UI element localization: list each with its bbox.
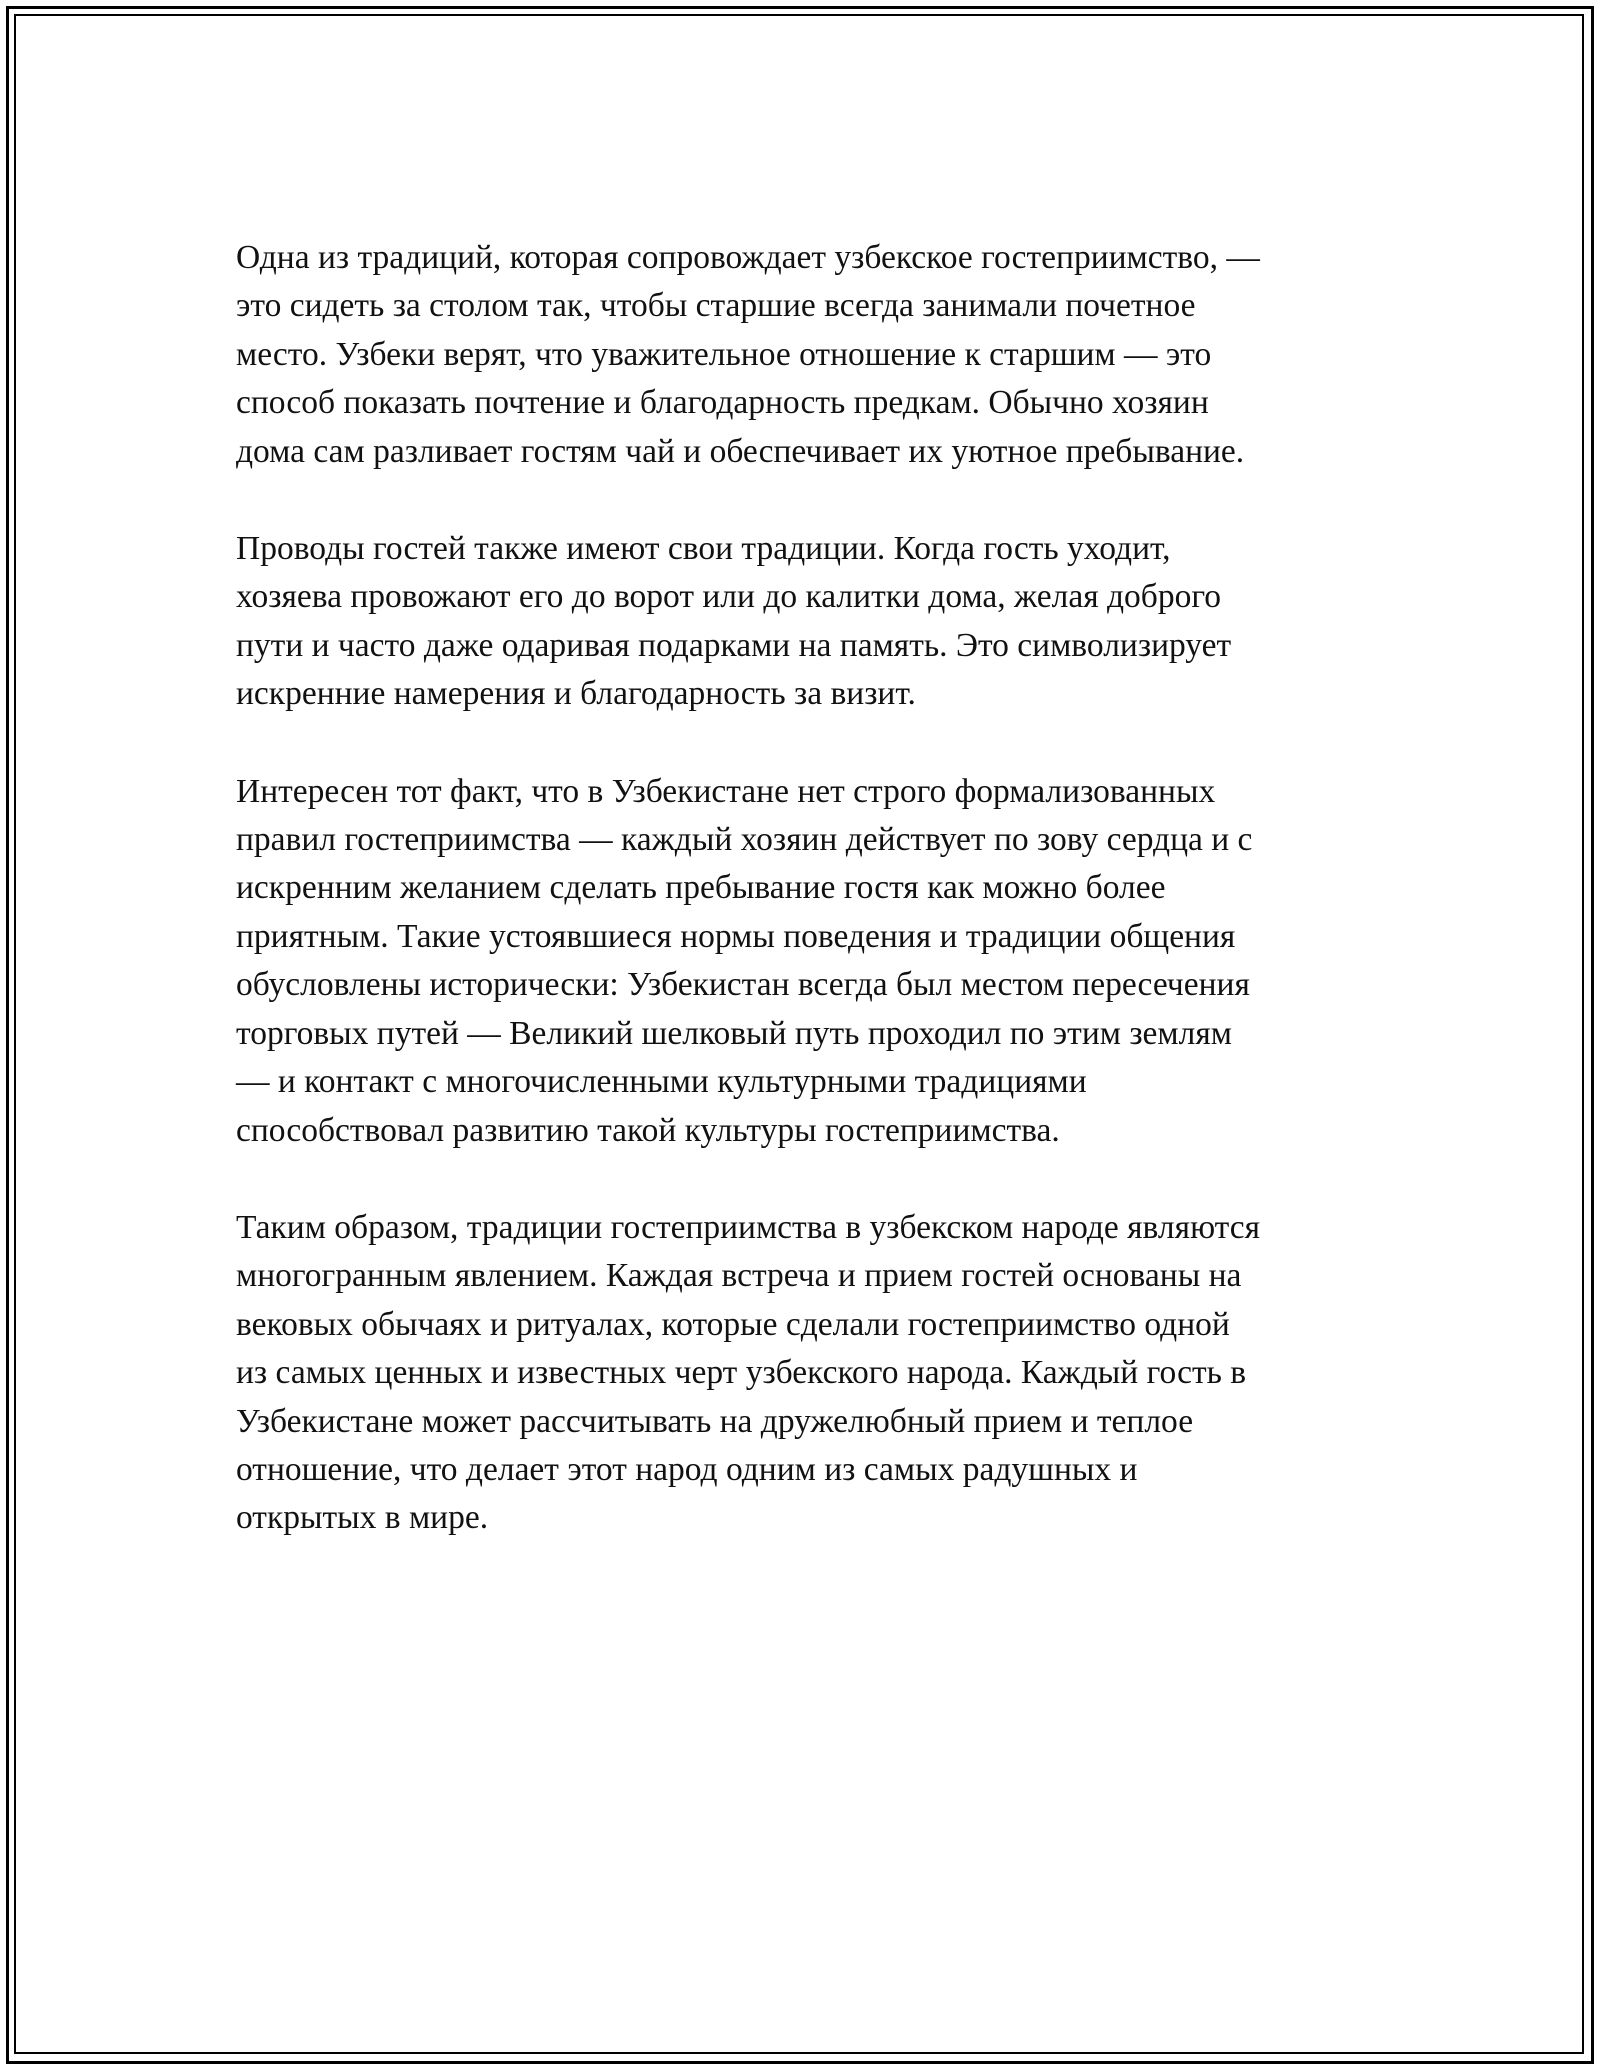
paragraph-conclusion <box>236 1204 1366 1543</box>
text-line: способ показать почтение и благодарность предкам. Обычно хозяин <box>236 384 1209 422</box>
text-line: вековых обычаях и ритуалах, которые сделали гостеприимство одной <box>236 1305 1230 1343</box>
text-line: торговых путей — Великий шелковый путь проходил по этим землям <box>236 1014 1232 1052</box>
text-line: хозяева провожают его до ворот или до калитки дома, желая доброго <box>236 578 1221 616</box>
text-line: Интересен тот факт, что в Узбекистане нет строго формализованных <box>236 772 1216 810</box>
document-body <box>236 234 1366 1592</box>
text-line: искренним желанием сделать пребывание гостя как можно более <box>236 869 1166 907</box>
text-line: искренние намерения и благодарность за визит. <box>236 675 916 713</box>
text-line: открытых в мире. <box>236 1499 489 1537</box>
paragraph-historical-context <box>236 768 1366 1155</box>
text-line: правил гостеприимства — каждый хозяин действует по зову сердца и с <box>236 821 1253 859</box>
text-line: из самых ценных и известных черт узбекского народа. Каждый гость в <box>236 1354 1247 1392</box>
text-line: место. Узбеки верят, что уважительное отношение к старшим — это <box>236 335 1212 373</box>
paragraph-seeing-off-guests <box>236 525 1366 719</box>
text-line: — и контакт с многочисленными культурными традициями <box>236 1063 1087 1101</box>
paragraph-elders-seating <box>236 234 1366 476</box>
text-line: многогранным явлением. Каждая встреча и прием гостей основаны на <box>236 1257 1242 1295</box>
text-line: Проводы гостей также имеют свои традиции. Когда гость уходит, <box>236 530 1171 568</box>
text-line: Узбекистане может рассчитывать на дружелюбный прием и теплое <box>236 1402 1194 1440</box>
text-line: Таким образом, традиции гостеприимства в узбекском народе являются <box>236 1208 1260 1246</box>
text-line: приятным. Такие устоявшиеся нормы поведения и традиции общения <box>236 917 1236 955</box>
text-line: дома сам разливает гостям чай и обеспечивает их уютное пребывание. <box>236 432 1245 470</box>
text-line: пути и часто даже одаривая подарками на память. Это символизирует <box>236 626 1232 664</box>
text-line: обусловлены исторически: Узбекистан всегда был местом пересечения <box>236 966 1250 1004</box>
text-line: это сидеть за столом так, чтобы старшие всегда занимали почетное <box>236 287 1196 325</box>
text-line: Одна из традиций, которая сопровождает узбекское гостеприимство, — <box>236 239 1260 276</box>
text-line: способствовал развитию такой культуры гостеприимства. <box>236 1111 1060 1149</box>
text-line: отношение, что делает этот народ одним из самых радушных и <box>236 1450 1138 1488</box>
